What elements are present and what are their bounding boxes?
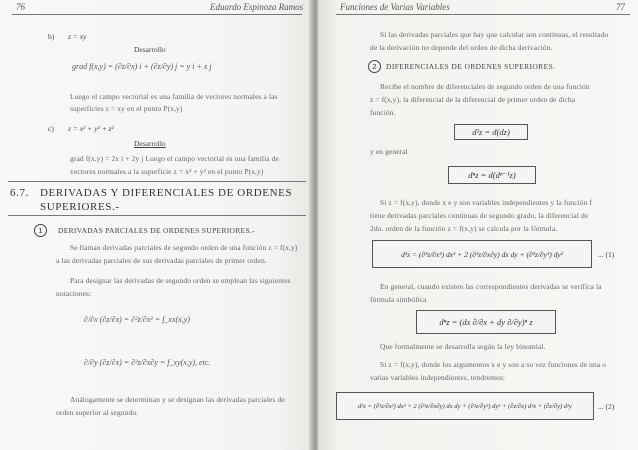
desarrollo-heading: Desarrollo (134, 45, 166, 54)
desarrollo-heading: Desarrollo (134, 139, 166, 148)
paragraph-line: vectores normales a la superficie z = x² + y² en el punto P(x,y) (70, 167, 264, 176)
paragraph-line: función. (370, 108, 396, 117)
paragraph-line: En general, cuando existen las correspondientes derivadas se verifica la (380, 282, 602, 291)
formula-box: dⁿz = d(dⁿ⁻¹z) (448, 166, 536, 184)
right-page (318, 0, 638, 450)
paragraph-line: fórmula simbólica (370, 295, 427, 304)
item-b-label: b) (48, 32, 55, 41)
formula-box-second-differential: d²z = (∂²z/∂x²) dx² + 2 (∂²z/∂x∂y) dx dy + (∂²z/∂y²) dy² (372, 240, 592, 268)
subsection-title: DERIVADAS PARCIALES DE ORDENES SUPERIORES.- (58, 226, 255, 235)
paragraph-line: Si las derivadas parciales que hay que calcular son continuas, el resultado (380, 30, 609, 39)
right-running-header: Funciones de Varias Variables (340, 2, 450, 12)
paragraph-line: y en general (370, 147, 408, 156)
paragraph-line: z = f(x,y), la diferencial de la diferencial de primer orden de dicha (370, 95, 576, 104)
paragraph-line: 2do. orden de la función z = f(x,y) se calcula por la fórmula. (370, 224, 558, 233)
paragraph-line: Análogamente se determinan y se designan las derivadas parciales de (70, 395, 285, 404)
subsection-number-badge: 2 (368, 60, 381, 73)
paragraph-line: superficies z = xy en el punto P(x,y) (70, 104, 183, 113)
section-top-rule (8, 181, 306, 182)
section-number: 6.7. (10, 187, 29, 199)
notation-formula: ∂/∂y (∂z/∂x) = ∂²z/∂x∂y = f_xy(x,y), etc. (84, 358, 211, 367)
paragraph-line: Recibe el nombre de diferenciales de segundo orden de una función (380, 82, 590, 91)
equation-number: ... (2) (598, 402, 615, 411)
left-running-header: Eduardo Espinoza Ramos (210, 2, 304, 12)
section-title: DERIVADAS Y DIFERENCIALES DE ORDENES (40, 187, 293, 199)
paragraph-line: orden superior al segundo. (56, 408, 139, 417)
left-header-rule (12, 14, 302, 15)
left-page-number: 76 (16, 2, 25, 12)
formula-box: d²z = d(dz) (454, 124, 528, 140)
item-c-expression: z = x² + y² + z² (68, 124, 114, 133)
right-page-number: 77 (616, 2, 625, 12)
paragraph-line: varias variables independientes, tendremos: (370, 373, 506, 382)
paragraph-line: a las derivadas parciales de sus derivadas parciales de primer orden. (56, 256, 267, 265)
paragraph-line: Para designar las derivadas de segundo orden se emplean las siguientes (70, 276, 291, 285)
paragraph-line: Si z = f(x,y), donde los argumentos x e y son a su vez funciones de una o (380, 360, 607, 369)
paragraph-line: grad f(x,y) = 2x i + 2y j Luego el campo vectorial es una familia de (70, 154, 279, 163)
subsection-number-badge: 1 (34, 224, 47, 237)
equation-number: ... (1) (598, 250, 615, 259)
paragraph-line: Luego el campo vectorial es una familia de vectores normales a las (70, 92, 278, 101)
item-c-label: c) (48, 124, 54, 133)
paragraph-line: Se llaman derivadas parciales de segundo orden de una función z = f(x,y) (70, 243, 298, 252)
section-bottom-rule (8, 215, 306, 216)
right-header-rule (336, 14, 630, 15)
subsection-title: DIFERENCIALES DE ORDENES SUPERIORES. (386, 62, 556, 71)
notation-formula: ∂/∂x (∂z/∂x) = ∂²z/∂x² = f_xx(x,y) (84, 315, 190, 324)
paragraph-line: Si z = f(x,y), donde x e y son variables independientes y la función f (380, 198, 593, 207)
paragraph-line: notaciones: (56, 289, 92, 298)
left-page (0, 0, 312, 450)
formula-box-composite: d²z = (∂²z/∂x²) dx² + 2 (∂²z/∂x∂y) dx dy + (∂²z/∂y²) dy² + (∂z/∂x) d²x + (∂z/∂y) d²y (336, 392, 594, 420)
gradient-formula: grad f(x,y) = (∂z/∂x) i + (∂z/∂y) j = y i + x j (72, 62, 212, 71)
formula-box-symbolic: dⁿz = (dx ∂/∂x + dy ∂/∂y)ⁿ z (416, 310, 556, 334)
paragraph-line: de la derivación no depende del orden de dicha derivación. (370, 43, 553, 52)
item-b-expression: z = xy (68, 32, 87, 41)
section-title-continued: SUPERIORES.- (40, 201, 120, 213)
paragraph-line: Que formalmente se desarrolla según la ley binomial. (380, 342, 546, 351)
paragraph-line: tiene derivadas parciales continuas de segundo grado, la diferencial de (370, 211, 589, 220)
